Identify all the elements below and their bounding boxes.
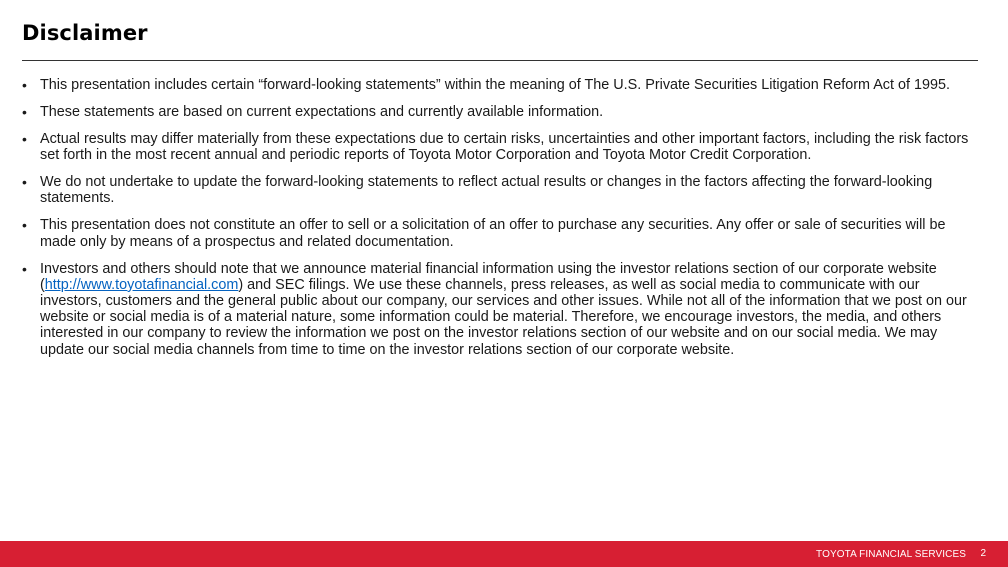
bullet-text-after-link: ) and SEC filings. We use these channels, press releases, as well as social media to communicate with our investors, customers and the general public about our company, our services and other issues. While not all of the information that we post on our website or social media is of a material nature, some information could be material. Therefore, we encourage investors, the media, and others interested in our company to review the information we post on the investor relations section of our website and on our social media. We may update our social media channels from time to time on the investor relations section of our corporate website. <box>40 276 967 358</box>
bullet-text-before-link: Investors and others should note that we announce material financial information using the investor relations section of our corporate website ( <box>40 260 937 293</box>
bullet-item-forward-looking <box>22 77 972 93</box>
bullet-item-expectations <box>22 104 972 120</box>
bullet-text: We do not undertake to update the forward-looking statements to reflect actual results or changes in the factors affecting the forward-looking statements. <box>40 174 933 207</box>
page-number: 2 <box>980 548 986 559</box>
bullet-text: This presentation does not constitute an offer to sell or a solicitation of an offer to purchase any securities. Any offer or sale of securities will be made only by means of a prospectus and related documentation. <box>40 217 946 250</box>
toyota-financial-link[interactable]: http://www.toyotafinancial.com <box>44 276 239 293</box>
slide-title: Disclaimer <box>22 21 148 45</box>
bullet-icon: • <box>22 77 27 93</box>
footer-bar <box>0 541 1008 567</box>
bullet-item-no-offer <box>22 217 972 249</box>
title-divider <box>22 60 978 61</box>
bullet-text: This presentation includes certain “forward-looking statements” within the meaning of The U.S. Private Securities Litigation Reform Act of 1995. <box>40 77 950 93</box>
bullet-icon: • <box>22 131 27 147</box>
bullet-item-risk-factors <box>22 131 972 163</box>
bullet-icon: • <box>22 217 27 234</box>
bullet-item-no-update <box>22 174 972 206</box>
bullet-text: Actual results may differ materially from these expectations due to certain risks, uncertainties and other important factors, including the risk factors set forth in the most recent annual and periodic reports of Toyota Motor Corporation and Toyota Motor Credit Corporation. <box>40 131 969 164</box>
bullet-icon: • <box>22 104 27 120</box>
bullet-item-investor-relations <box>22 261 972 358</box>
bullet-icon: • <box>22 260 27 277</box>
bullet-icon: • <box>22 174 27 191</box>
footer-brand: TOYOTA FINANCIAL SERVICES <box>816 549 966 560</box>
disclaimer-bullet-list <box>22 77 972 369</box>
bullet-text: These statements are based on current expectations and currently available information. <box>40 104 604 120</box>
